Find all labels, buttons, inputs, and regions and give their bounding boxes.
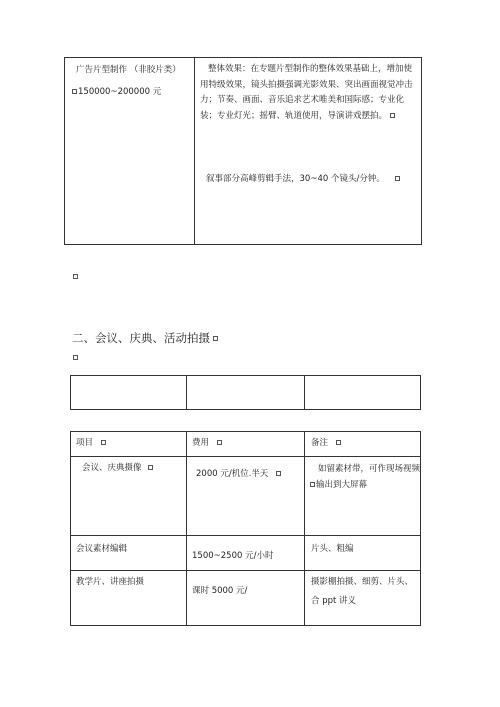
table-3-bottom-border xyxy=(70,625,421,626)
table-row-2-item: 会议素材编辑 xyxy=(76,544,128,554)
ad-film-effects-description: 整体效果：在专题片型制作的整体效果基础上，增加使用特级效果，镜头拍摄强调光影效果、突出画面视觉冲击力；节奏、画面、音乐追求艺术唯美和国际感；专业化装；专业灯光；摇臂、轨道使用，导演讲戏摆拍。 xyxy=(200,64,413,121)
table-2-right-border xyxy=(420,375,421,410)
table-row-3-fee: 课时 5000 元/ xyxy=(192,586,248,596)
header-fee: 费用 xyxy=(192,437,222,449)
ad-film-title: 广告片型制作 （非胶片类） xyxy=(76,65,181,75)
table-1-bottom-border xyxy=(64,244,422,245)
table-row-2-fee: 1500~2500 元/小时 xyxy=(192,551,274,561)
paragraph-marker-icon xyxy=(101,440,106,445)
table-3-col-border-1 xyxy=(186,431,187,626)
paragraph-marker-icon xyxy=(276,471,281,476)
table-3-col-border-2 xyxy=(304,431,305,626)
paragraph-marker-icon xyxy=(395,176,400,181)
table-3-row-border-1 xyxy=(70,456,421,457)
list-marker-icon xyxy=(72,89,77,94)
table-row-3-note-line1: 摄影棚拍摄、细剪、片头、 xyxy=(311,577,414,587)
table-row-1-note-line2: 输出到大屏幕 xyxy=(310,479,367,491)
paragraph-marker-icon xyxy=(148,465,153,470)
table-row-1-fee: 2000 元/机位.半天 xyxy=(196,468,281,480)
table-1-right-border xyxy=(421,57,422,245)
table-row-1-item: 会议、庆典摄像 xyxy=(82,462,153,474)
table-1-left-border xyxy=(64,57,65,245)
table-2-top-border xyxy=(70,375,421,376)
paragraph-marker-icon xyxy=(73,355,78,360)
ad-film-price: 150000~200000 元 xyxy=(78,87,162,97)
table-3-row-border-3 xyxy=(70,570,421,571)
section-2-title: 二、会议、庆典、活动拍摄 xyxy=(72,330,218,346)
table-2-left-border xyxy=(70,375,71,410)
paragraph-marker-icon xyxy=(73,274,78,279)
table-2-col-border-1 xyxy=(186,375,187,410)
table-row-1-note-line1: 如留素材带，可作现场视频 xyxy=(318,464,421,474)
ad-film-editing-note-row xyxy=(206,173,400,185)
header-note: 备注 xyxy=(311,437,341,449)
ad-film-editing-note: 叙事部分高峰剪辑手法，30~40 个镜头/分钟。 xyxy=(206,174,385,184)
table-2-bottom-border xyxy=(70,409,421,410)
paragraph-marker-icon xyxy=(217,440,222,445)
header-item: 项目 xyxy=(76,437,106,449)
ad-film-price-row xyxy=(72,85,161,97)
paragraph-marker-icon xyxy=(213,336,218,341)
paragraph-marker-icon xyxy=(390,113,395,118)
table-row-2-note: 片头、粗编 xyxy=(311,544,354,554)
table-3-top-border xyxy=(70,431,421,432)
table-3-row-border-2 xyxy=(70,535,421,536)
table-row-3-item: 教学片、讲座拍摄 xyxy=(76,577,145,587)
paragraph-marker-icon xyxy=(336,440,341,445)
table-3-left-border xyxy=(70,431,71,626)
table-3-right-border xyxy=(420,431,421,626)
table-1-mid-border xyxy=(194,57,195,245)
table-row-3-note-line2: 合 ppt 讲义 xyxy=(311,596,357,606)
list-marker-icon xyxy=(310,482,315,487)
table-2-col-border-2 xyxy=(304,375,305,410)
table-1-top-border xyxy=(64,57,422,58)
